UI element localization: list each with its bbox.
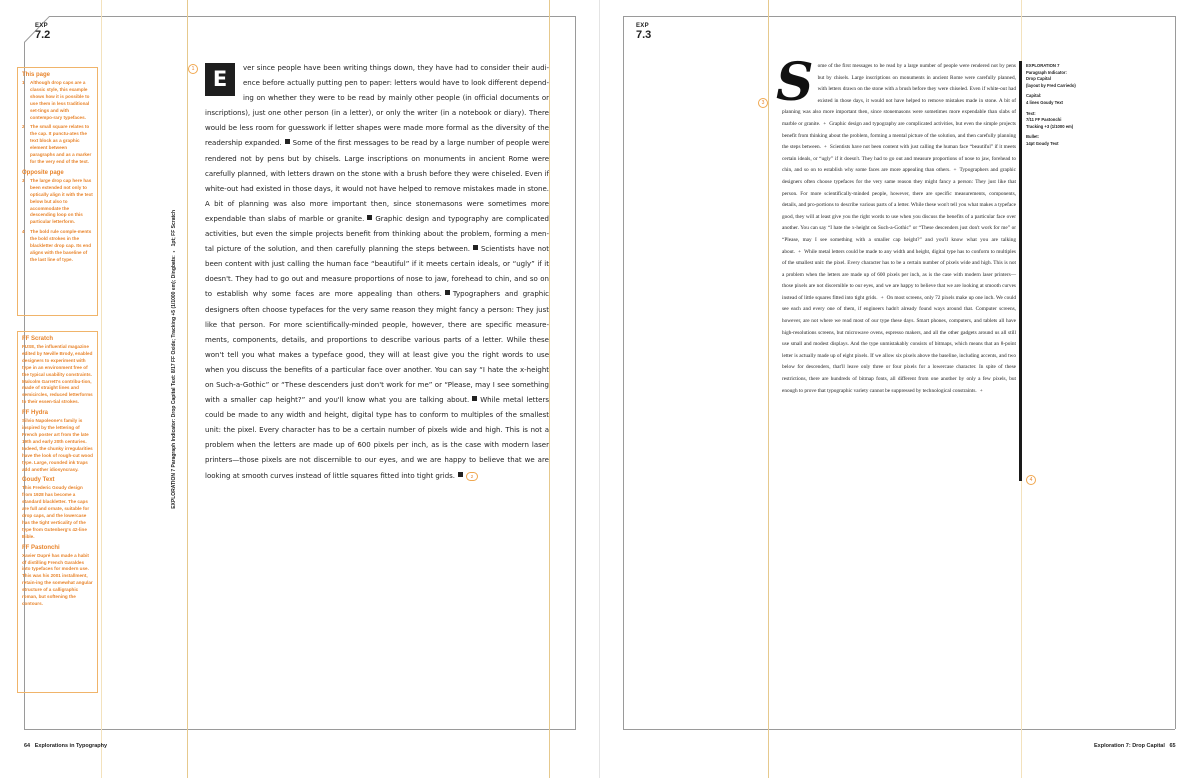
guide-line: [768, 0, 769, 778]
marker-1: 1: [188, 64, 198, 74]
paragraph: Graphic design and typography are complicated activities, but even the simple projects benefit from thinking about the problem, forming a men-tal picture of the solution, and then carefully planning the steps between.: [205, 214, 550, 254]
exp-number: 7.2: [35, 29, 51, 41]
vertical-credit: [171, 210, 181, 580]
note-number: 2: [22, 124, 25, 130]
square-bullet: [472, 396, 477, 401]
font-title: FF Pastonchi: [22, 544, 60, 551]
sidebar-heading: This page: [22, 72, 51, 78]
spec-item: Text: 7/11 FF Pastonchi Tracking +3 (1/1000 em): [1026, 110, 1074, 129]
square-bullet: [445, 290, 450, 295]
sidebar-fonts: [17, 331, 98, 693]
note-number: 1: [22, 80, 25, 85]
spread-gutter: [599, 0, 600, 778]
end-square-bullet: [458, 472, 463, 477]
font-description: Xavier Dupré has made a habit of distilling French Garaldes into typefaces for modern use. This was his 2001 installment, retain-ing the somewhat angular structure of a calligraphic roman, but softening the contours.: [22, 552, 93, 606]
note-number: 4: [22, 229, 25, 235]
paragraph: ver since people have been writing things down, they have had to consider their audi-ence before actually putting pen to paper: letters would have to look different depend-ing on whether they were to be read by mainly other people (in official documents or inscriptions), just one other person (in a letter), or only the writer (in a notebook or diary). There would be less room for guesswork if letter shapes were made more formal as the diversity of the readership expanded.: [205, 64, 549, 148]
plus-bullet: +: [798, 248, 802, 255]
folio-right: [1094, 743, 1176, 749]
vertical-credit-text: EXPLORATION 7 Paragraph Indicator: Drop Capital Text: 8/17 FF Oxide; Tracking +5 (1/1000 em); Dingbats: ▪ 1pt; FF Scratch: [171, 210, 177, 509]
plus-bullet: +: [880, 294, 884, 301]
note-text: Although drop caps are a classic style, this example shows how it is possible to use them in less traditional set-tings and with contempo-rary typefaces.: [30, 80, 90, 120]
body-text: [776, 52, 1017, 397]
marker-2: 2: [466, 472, 478, 481]
chapter-title: Exploration 7: Drop Capital: [1094, 743, 1165, 749]
page-frame-bottom: [623, 729, 1175, 730]
square-bullet: [473, 245, 478, 250]
note-item: [22, 229, 93, 264]
exp-tag: [636, 23, 651, 41]
guide-line: [549, 0, 550, 778]
exp-number: 7.3: [636, 29, 652, 41]
body-text: [205, 61, 549, 484]
font-description: This Frederic Goudy design from 1928 has become a standard blackletter. The caps are full and ornate, suitable for drop caps, and the lowercase has the tight verticality of the type from Gutenberg's 42-line Bible.: [22, 485, 90, 539]
page-frame-right: [1175, 16, 1176, 729]
square-bullet: [285, 139, 290, 144]
spec-item: Bullet: 14pt Goudy Text: [1026, 134, 1059, 146]
guide-line: [187, 0, 188, 778]
font-description: Silvio Napoleone's family is inspired by the lettering of French poster art from the late 19th and early 20th centuries. Indeed, the chunky irregularities have the look of rough-cut wood type. Large, rounded ink traps add another idiosyncrasy.: [22, 418, 93, 472]
page-frame-left: [623, 16, 624, 729]
paragraph: Graphic design and typography are complicated activities, but even the simple projects benefit from thinking about the problem, forming a mental picture of the solution, and then carefully planning the steps between.: [782, 120, 1016, 151]
marker-4: 4: [1026, 475, 1036, 485]
font-description: FUSE, the influential magazine edited by Neville Brody, enabled designers to experiment with type in an environment free of the typical usability constraints. Malcolm Garrett's contribu-tion, made of straight lines and semicircles, reduced letterforms to their essen-tial strokes.: [22, 344, 93, 405]
sidebar-notes: [17, 67, 98, 316]
paragraph: Scientists have not been content with just calling the human face “beautiful” if it meets certain ideals, or “ugly” if it doesn't. They had to go out and measure proportions of nose to jaw, forehead to chin, and so on to establish why some faces are more appealing than others.: [782, 144, 1017, 174]
note-text: The bold rule comple-ments the bold strokes in the blackletter drop cap. Its end aligns with the baseline of the last line of type.: [30, 229, 92, 262]
font-title: Goudy Text: [22, 477, 55, 484]
note-text: The large drop cap here has been extended not only to optically align it with the text below but also to accommodate the descending loop on this particular letterform.: [30, 177, 93, 225]
note-number: 3: [22, 177, 25, 183]
exp-tag: [35, 23, 50, 41]
page-frame-top: [49, 16, 575, 17]
bold-rule: [1019, 61, 1022, 481]
spec-notes: [1026, 63, 1096, 152]
page-frame-right: [575, 16, 576, 729]
plus-bullet: +: [953, 167, 957, 174]
note-item: [22, 178, 93, 226]
sidebar-heading: Opposite page: [22, 169, 64, 176]
page-number: 65: [1169, 743, 1176, 749]
paragraph: Some of the first messages to be read by a large number of people were rendered not by pens but by chisels. Large inscriptions on monuments in ancient Rome were carefully planned, with letters drawn on the stone with a brush before they were chiseled. Even if white-out had existed in those days, it would not have helped to remove mistakes made in stone. A bit of planning was also more important then, since stonemasons were sometimes more expendable than slabs of marble or granite.: [205, 139, 549, 223]
marker-3: 3: [758, 98, 768, 108]
exp-label: EXP: [35, 23, 48, 29]
page-frame-bottom: [24, 729, 576, 730]
paragraph: Scientists have not been content with just calling the human face “beautiful” if it meets certain ideals, or “ugly” if it doesn't. They had to go out and measure proportions of nose to jaw, forehead to chin, and so on to establish why some faces are more appealing than others.: [205, 245, 549, 299]
folio-left: [24, 743, 107, 749]
paragraph: While metal letters could be made to any width and height, digital type has to conform to multiples of the smallest unit: the pixel. Every character has to be a certain number of pixels wide and high. This is not a problem when the letters are made up of 600 pixels per inch, as is the case with modern laser printers—those pixels are not discernible to our eyes, and we are happy to believe that we are looking at smooth curves instead of little squares fitted into tight grids.: [205, 396, 549, 480]
note-item: [22, 124, 93, 165]
square-bullet: [367, 215, 372, 220]
book-title: Explorations in Typography: [34, 743, 108, 749]
exp-label: EXP: [636, 23, 649, 29]
font-title: FF Hydra: [22, 410, 49, 417]
page-frame-top: [623, 16, 1175, 17]
plus-bullet: +: [823, 120, 827, 127]
note-item: [22, 80, 93, 121]
paragraph: Typographers and graphic designers often choose typefaces for the very same reason they might fancy a person: They just like that person. For more scientifically-minded people, however, there are specific measurements, components, details, and pro-portions to describe various parts of a letter. While these won't tell you what makes a typeface good, they will at least give you the right words to use when you discuss the benefits of a particular face over another. You can say “I hate the x-height on Such-a-Gothic” or “These descenders just don't work for me” or “Please, may I see something with a smaller cap height?” and you'll know what you are talking about.: [782, 167, 1016, 255]
note-text: The small square relates to the cap. It punctu-ates the text block as a graphic element between paragraphs and as a marker for the very end of the text.: [30, 124, 92, 164]
paragraph: Typographers and graphic designers often choose typefaces for the very same reason they might fancy a person: They just like that person. For more scientifically-minded people, however, there are specific measure-ments, components, details, and proportions to describe various parts of a letter. While these won't tell you what makes a typeface good, they will at least give you the right words to use when you discuss the benefits of a particular face over another. You can say “I hate the x-height on Such-a-Gothic” or “These descenders just don't work for me” or “Please, may I see something with a smaller cap height?” and you'll know what you are talking about.: [205, 290, 550, 405]
page-number: 64: [24, 743, 31, 749]
paragraph: On most screens, only 72 pixels make up one inch. We could see each and every one of them, if engineers hadn't already found ways around that. Computer screens, however, are not where we read most of our type these days. Smart phones, computers, and tablets all have high-resolutions screens, but microwave ovens, espresso makers, and all the other gadgets around us all still use small and modest displays. And the type unmistakably consists of bitmaps, which means that an 8-point letter is actually made up of eight pixels. If we allow six pixels above the baseline, including accents, and two below for descenders, that'll leave only three or four pixels for a lowercase character. In spite of these restrictions, there are hundreds of bitmap fonts, all different from one another by only a few pixels, but enough to prove that typographic variety cannot be suppressed by technological constraints.: [782, 294, 1016, 394]
spec-item: Capital: 4 lines Goudy Text: [1026, 93, 1063, 105]
spec-item: EXPLORATION 7 Paragraph Indicator: Drop Capital (layout by Fred Carriedo): [1026, 63, 1076, 88]
end-plus-bullet: +: [979, 387, 983, 394]
plus-bullet: +: [823, 144, 827, 151]
blackletter-drop-cap: S: [776, 52, 814, 113]
paragraph: ome of the first messages to be read by a large number of people were rendered not by pens but by chisels. Large inscriptions on monuments in ancient Rome were carefully planned, with letters drawn on the stone with a brush before they were chiseled. Even if white-out had existed in those days, it would not have helped to remove mistakes made in stone. A bit of planning was also more important then, since stonemasons were sometimes more expendable than slabs of marble or granite.: [782, 63, 1016, 127]
paragraph: While metal letters could be made to any width and height, digital type has to conform to multiples of the smallest unit: the pixel. Every character has to be a certain number of pixels wide and high. This is not a problem when the letters are made up of 600 pixels per inch, as is the case with modern laser printers—those pixels are not discernible to our eyes, and we are happy to believe that we are looking at smooth curves instead of little squares fitted into tight grids.: [782, 248, 1016, 301]
guide-line: [101, 0, 102, 778]
drop-cap: E: [205, 63, 235, 96]
font-title: FF Scratch: [22, 336, 54, 342]
